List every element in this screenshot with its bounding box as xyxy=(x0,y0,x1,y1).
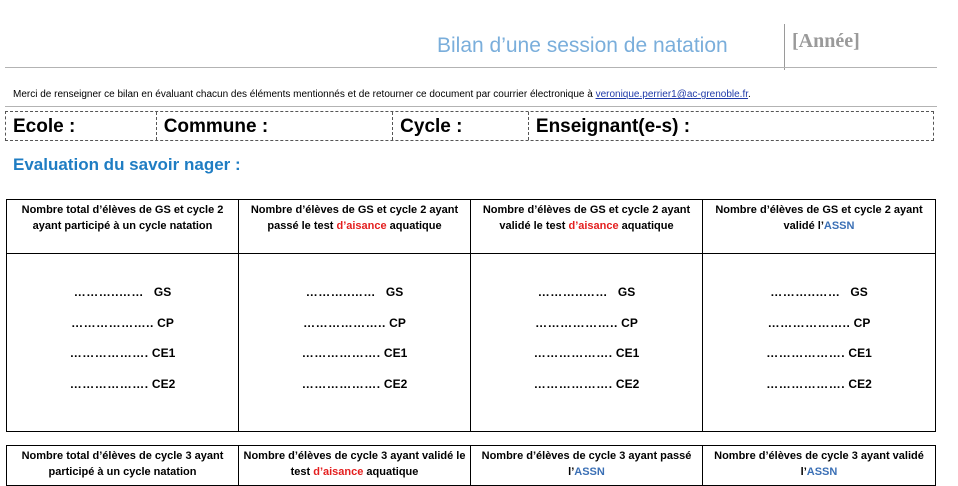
count-line-cp[interactable]: ……………….. CP xyxy=(303,315,406,330)
field-enseignant[interactable]: Enseignant(e-s) : xyxy=(535,116,691,137)
table-header-row xyxy=(7,200,936,254)
document-title: Bilan d’une session de natation xyxy=(437,34,728,57)
count-line-gs[interactable]: ………..…… GS xyxy=(537,285,636,299)
header-cell: Nombre d’élèves de GS et cycle 2 ayant passé le test d’aisance aquatique xyxy=(239,200,471,254)
count-line-gs[interactable]: ………..…… GS xyxy=(73,285,172,299)
count-cell-participants[interactable] xyxy=(7,254,239,432)
title-divider xyxy=(784,24,785,70)
count-line-ce1[interactable]: ………………. CE1 xyxy=(69,346,176,360)
header-cell: Nombre total d’élèves de GS et cycle 2 ayant participé à un cycle natation xyxy=(7,200,239,254)
table-header-row xyxy=(7,446,936,486)
count-line-ce2[interactable]: ………………. CE2 xyxy=(533,376,640,391)
count-line-ce1[interactable]: ………………. CE1 xyxy=(301,346,408,360)
field-ecole[interactable]: Ecole : xyxy=(6,112,157,140)
header-cell: Nombre total d’élèves de cycle 3 ayant participé à un cycle natation xyxy=(7,446,239,486)
intro-text xyxy=(13,89,751,100)
year-placeholder[interactable]: [Année] xyxy=(792,30,860,52)
count-cell-test-valide[interactable] xyxy=(471,254,703,432)
field-cycle[interactable]: Cycle : xyxy=(393,112,529,140)
count-line-cp[interactable]: ……………….. CP xyxy=(535,315,638,330)
count-cell-assn-valide[interactable] xyxy=(703,254,936,432)
count-line-ce2[interactable]: ………………. CE2 xyxy=(766,376,872,391)
header-cell: Nombre d’élèves de GS et cycle 2 ayant validé le test d’aisance aquatique xyxy=(471,200,703,254)
header-cell: Nombre d’élèves de GS et cycle 2 ayant validé l’ASSN xyxy=(703,200,936,254)
count-line-cp[interactable]: ……………….. CP xyxy=(767,315,871,330)
count-line-ce2[interactable]: ………………. CE2 xyxy=(301,376,408,391)
field-commune[interactable]: Commune : xyxy=(157,112,393,140)
info-box xyxy=(5,111,934,141)
table-body-row xyxy=(7,254,936,432)
table-cycle2 xyxy=(6,199,936,432)
header-cell: Nombre d’élèves de cycle 3 ayant validé le test d’aisance aquatique xyxy=(239,446,471,486)
count-line-ce1[interactable]: ………………. CE1 xyxy=(533,346,640,360)
count-line-ce1[interactable]: ………………. CE1 xyxy=(766,346,872,360)
email-link[interactable]: veronique.perrier1@ac-grenoble.fr xyxy=(595,89,749,100)
intro-sentence: Merci de renseigner ce bilan en évaluant chacun des éléments mentionnés et de retourner ce document par courrier électronique à xyxy=(13,89,596,100)
header-cell: Nombre d’élèves de cycle 3 ayant validé l’ASSN xyxy=(703,446,936,486)
intro-rule xyxy=(5,106,937,107)
section-title: Evaluation du savoir nager : xyxy=(13,155,241,174)
header-rule xyxy=(5,67,937,68)
count-line-gs[interactable]: ………..…… GS xyxy=(770,285,868,299)
count-line-ce2[interactable]: ………………. CE2 xyxy=(69,376,176,391)
count-line-gs[interactable]: ………..…… GS xyxy=(305,285,404,299)
count-line-cp[interactable]: ……………….. CP xyxy=(71,315,174,330)
intro-end: . xyxy=(748,89,751,100)
header-cell: Nombre d’élèves de cycle 3 ayant passé l’ASSN xyxy=(471,446,703,486)
table-cycle3 xyxy=(6,445,936,486)
count-cell-test-passe[interactable] xyxy=(239,254,471,432)
